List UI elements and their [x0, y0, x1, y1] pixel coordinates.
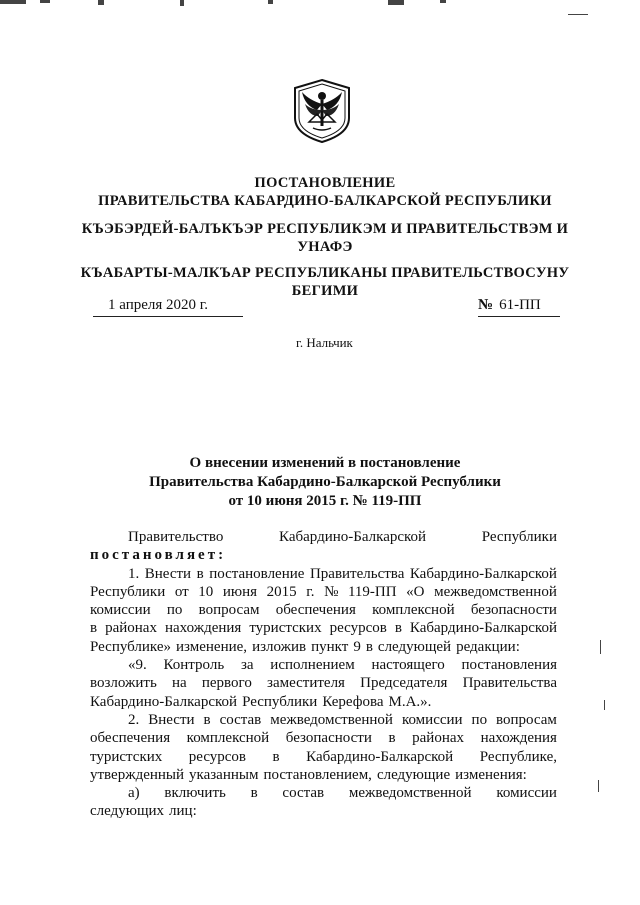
word: безопасности	[285, 730, 372, 747]
word: утвержденный	[90, 766, 185, 783]
kabardian-heading-line-2: УНАФЭ	[297, 239, 353, 255]
word: М.А.».	[388, 693, 432, 710]
scan-mark	[604, 700, 605, 710]
intro-word: Правительство	[128, 529, 224, 545]
word: Контроль	[163, 657, 225, 674]
word: заместителя	[267, 675, 345, 692]
word: в	[272, 748, 280, 765]
scan-mark	[180, 0, 184, 6]
word: в	[365, 638, 373, 655]
word: в	[388, 730, 396, 747]
word: 2.	[128, 711, 140, 728]
word: исполнением	[270, 657, 355, 674]
word: комплексной	[372, 602, 455, 619]
word: первого	[201, 675, 252, 692]
word: межведомственной	[270, 711, 393, 728]
word: Правительства	[462, 675, 557, 692]
intro-word: Республики	[481, 529, 557, 545]
word: туристских	[249, 620, 322, 637]
paragraph-2-line	[90, 693, 557, 711]
document-date: 1 апреля 2020 г.	[93, 297, 243, 317]
word: 1.	[128, 565, 140, 582]
word: настоящего	[371, 657, 445, 674]
word: по	[471, 711, 488, 728]
title-line: от 10 июня 2015 г. № 119-ПП	[228, 493, 422, 509]
number-value: 61-ПП	[499, 297, 541, 313]
document-title	[110, 454, 540, 511]
word: в	[203, 711, 211, 728]
word: Внести	[144, 565, 192, 582]
decree-word: постановляет:	[90, 547, 227, 564]
city-name: г. Нальчик	[296, 335, 353, 350]
word: вопросам	[496, 711, 557, 728]
word: «9.	[128, 657, 147, 674]
word: постановления	[461, 657, 557, 674]
word: состав	[219, 711, 262, 728]
word: в	[90, 620, 98, 637]
word: межведомственной	[348, 785, 472, 802]
scan-mark	[568, 14, 588, 15]
word: изменения:	[455, 766, 527, 783]
word: июня	[222, 583, 258, 600]
word: лиц:	[169, 803, 197, 820]
word: Внести	[148, 711, 195, 728]
word: указанным	[189, 766, 259, 783]
word: безопасности	[470, 602, 557, 619]
word: изменение,	[176, 638, 248, 655]
word: туристских	[90, 748, 163, 765]
paragraph-3-line	[90, 748, 557, 766]
word: г.	[306, 583, 315, 600]
word: следующих	[90, 803, 165, 820]
word: пункт	[311, 638, 349, 655]
word: ресурсов	[188, 748, 247, 765]
word: редакции:	[456, 638, 520, 655]
paragraph-1-line	[90, 565, 557, 583]
word: комиссии	[90, 602, 151, 619]
word: обеспечения	[275, 602, 356, 619]
word: Председателя	[360, 675, 448, 692]
scan-mark	[268, 0, 273, 4]
coat-of-arms-emblem	[291, 78, 353, 144]
title-line: О внесении изменений в постановление	[189, 455, 461, 471]
word: постановление	[209, 565, 305, 582]
word: по	[166, 602, 183, 619]
paragraph-3-line	[90, 766, 557, 784]
word: 119-ПП	[347, 583, 397, 600]
word: обеспечения	[90, 730, 171, 747]
word: ресурсов	[329, 620, 387, 637]
word: нахождения	[164, 620, 242, 637]
paragraph-1-line	[90, 583, 557, 601]
word: Республике»	[90, 638, 172, 655]
word: следующей	[377, 638, 452, 655]
word: состав	[282, 785, 325, 802]
word: 2015	[266, 583, 297, 600]
word: Керефова	[322, 693, 384, 710]
scan-mark	[40, 0, 50, 3]
word: от	[174, 583, 189, 600]
paragraph-3-line	[90, 711, 557, 729]
word: нахождения	[480, 730, 557, 747]
kabardian-heading-line-1: КЪЭБЭРДЕЙ-БАЛЪКЪЭР РЕСПУБЛИКЭМ И ПРАВИТЕЛЬСТВЭМ И	[81, 221, 569, 237]
word: постановлением,	[263, 766, 372, 783]
word: изложив	[252, 638, 307, 655]
word: в	[250, 785, 258, 802]
word: №	[324, 583, 339, 600]
scan-mark	[0, 0, 26, 4]
paragraph-1-line	[90, 619, 557, 637]
word: районах	[105, 620, 157, 637]
word: 10	[198, 583, 214, 600]
number-sign: №	[478, 297, 494, 313]
word: комплексной	[186, 730, 270, 747]
word: в	[394, 620, 402, 637]
word: комиссии	[496, 785, 557, 802]
scan-mark	[440, 0, 446, 3]
intro-word: Кабардино-Балкарской	[279, 529, 427, 545]
scan-mark	[598, 780, 599, 792]
paragraph-4-line	[90, 802, 557, 820]
word: межведомственной	[434, 583, 557, 600]
scan-mark	[98, 0, 104, 5]
word: в	[196, 565, 204, 582]
word: Кабардино-Балкарской	[409, 620, 557, 637]
paragraph-4-line	[90, 784, 557, 802]
word: комиссии	[401, 711, 463, 728]
scan-mark	[600, 640, 601, 654]
scan-mark	[388, 0, 404, 5]
word: Республики	[90, 583, 166, 600]
word: «О	[406, 583, 425, 600]
document-body	[90, 528, 557, 821]
word: на	[172, 675, 187, 692]
paragraph-1-line	[90, 601, 557, 619]
word: Правительства	[309, 565, 405, 582]
word: вопросам	[198, 602, 260, 619]
word: следующие	[376, 766, 451, 783]
paragraph-1-line	[90, 638, 557, 656]
balkar-heading-line-1: КЪАБАРТЫ-МАЛКЪАР РЕСПУБЛИКАНЫ ПРАВИТЕЛЬСТВОСУНУ	[80, 265, 570, 281]
issuer-heading: ПРАВИТЕЛЬСТВА КАБАРДИНО-БАЛКАРСКОЙ РЕСПУБЛИКИ	[98, 193, 552, 209]
paragraph-2-line	[90, 674, 557, 692]
paragraph-2-line	[90, 656, 557, 674]
word: а)	[128, 785, 140, 802]
word: 9	[353, 638, 361, 655]
word: Республике,	[479, 748, 557, 765]
document-number	[478, 297, 560, 317]
word: возложить	[90, 675, 157, 692]
word: за	[240, 657, 254, 674]
word: Республики	[242, 693, 318, 710]
word: Кабардино-Балкарской	[409, 565, 557, 582]
word: включить	[164, 785, 226, 802]
word: Кабардино-Балкарской	[306, 748, 454, 765]
intro-line	[90, 528, 557, 546]
document-type-heading: ПОСТАНОВЛЕНИЕ	[254, 175, 396, 191]
title-line: Правительства Кабардино-Балкарской Республики	[149, 474, 501, 490]
balkar-heading-line-2: БЕГИМИ	[291, 283, 359, 299]
paragraph-3-line	[90, 729, 557, 747]
word: Кабардино-Балкарской	[90, 693, 238, 710]
word: районах	[412, 730, 465, 747]
